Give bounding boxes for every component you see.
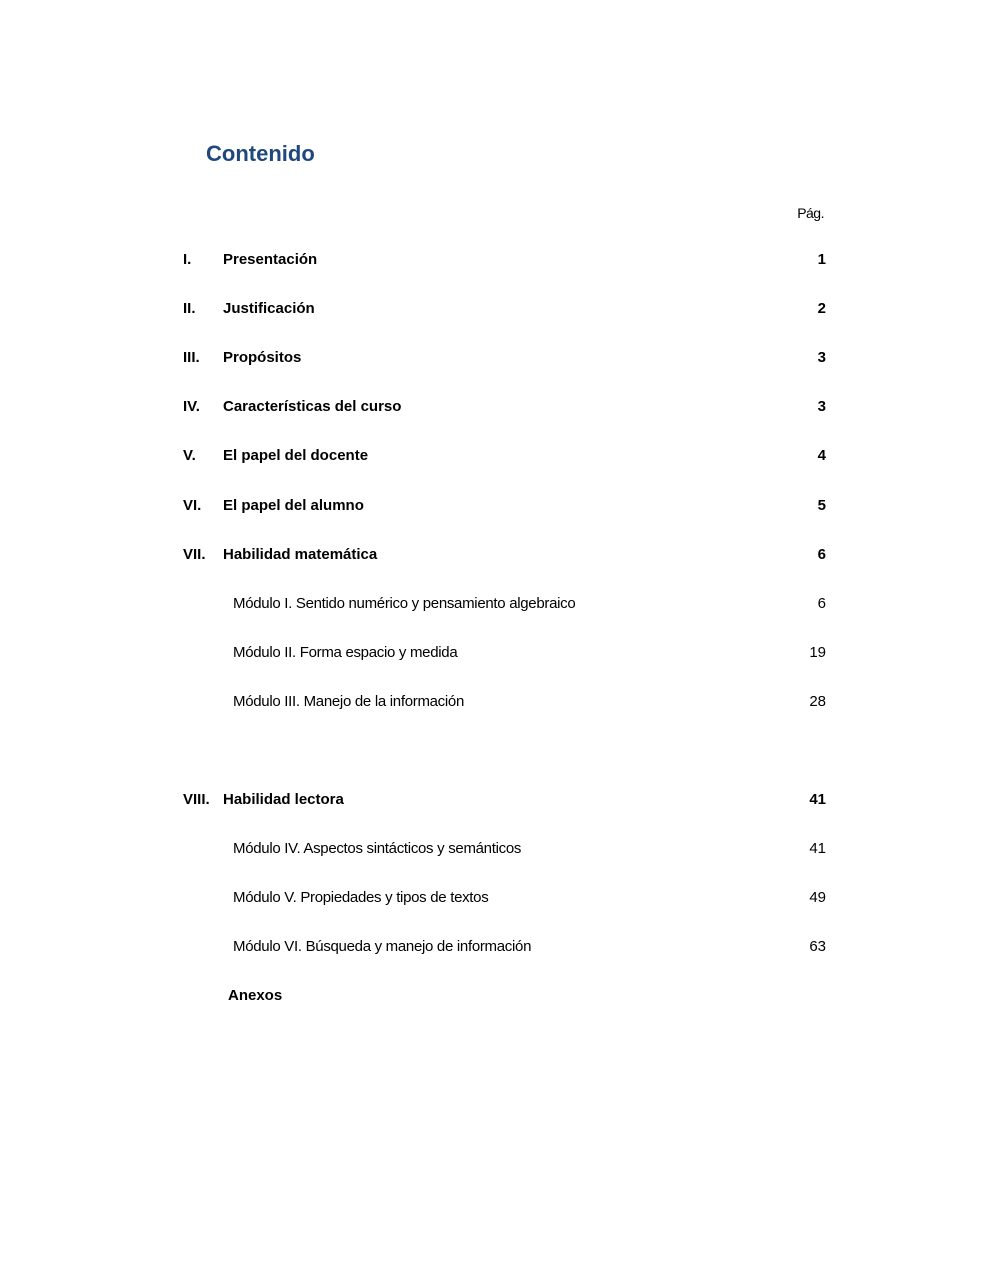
toc-numeral: V. [183,447,196,464]
toc-entry-modulo-4[interactable] [0,838,990,860]
toc-page-number: 3 [817,398,826,415]
page-column-label: Pág. [797,205,824,221]
toc-entry-anexos[interactable] [0,985,990,1007]
toc-label: Justificación [223,300,315,317]
toc-page-number: 1 [817,251,826,268]
toc-page-number: 41 [809,791,826,808]
toc-page-number: 6 [817,546,826,563]
toc-label: El papel del alumno [223,497,364,514]
toc-label: Módulo V. Propiedades y tipos de textos [233,889,489,906]
toc-page-number: 3 [817,349,826,366]
toc-label: Anexos [228,987,283,1004]
toc-entry-papel-docente[interactable] [0,445,990,467]
toc-numeral: I. [183,251,192,268]
toc-label: Módulo IV. Aspectos sintácticos y semánticos [233,840,522,857]
toc-page-number: 41 [809,840,826,857]
toc-label: Habilidad lectora [223,791,344,808]
toc-page-number: 6 [817,595,826,612]
toc-numeral: VII. [183,546,206,563]
toc-entry-modulo-5[interactable] [0,887,990,909]
toc-entry-modulo-6[interactable] [0,936,990,958]
toc-label: Módulo VI. Búsqueda y manejo de información [233,938,532,955]
toc-entry-habilidad-matematica[interactable] [0,544,990,566]
toc-label: Módulo II. Forma espacio y medida [233,644,458,661]
toc-label: Módulo I. Sentido numérico y pensamiento algebraico [233,595,576,612]
toc-page-number: 5 [817,497,826,514]
toc-numeral: VIII. [183,791,210,808]
toc-entry-modulo-1[interactable] [0,593,990,615]
toc-label: Características del curso [223,398,402,415]
toc-numeral: IV. [183,398,200,415]
toc-page-number: 2 [817,300,826,317]
toc-entry-modulo-3[interactable] [0,691,990,713]
toc-numeral: III. [183,349,200,366]
toc-entry-justificacion[interactable] [0,298,990,320]
toc-entry-caracteristicas[interactable] [0,396,990,418]
toc-label: Habilidad matemática [223,546,378,563]
toc-numeral: VI. [183,497,202,514]
toc-numeral: II. [183,300,196,317]
toc-label: Presentación [223,251,318,268]
toc-entry-modulo-2[interactable] [0,642,990,664]
toc-label: Propósitos [223,349,302,366]
toc-entry-presentacion[interactable] [0,249,990,271]
toc-page-number: 4 [817,447,826,464]
toc-page-number: 49 [809,889,826,906]
toc-entry-propositos[interactable] [0,347,990,369]
toc-entry-habilidad-lectora[interactable] [0,789,990,811]
toc-page-number: 28 [809,693,826,710]
toc-page-number: 63 [809,938,826,955]
page-title: Contenido [206,141,315,166]
toc-label: Módulo III. Manejo de la información [233,693,464,710]
toc-label: El papel del docente [223,447,369,464]
toc-page-number: 19 [809,644,826,661]
toc-entry-papel-alumno[interactable] [0,495,990,517]
